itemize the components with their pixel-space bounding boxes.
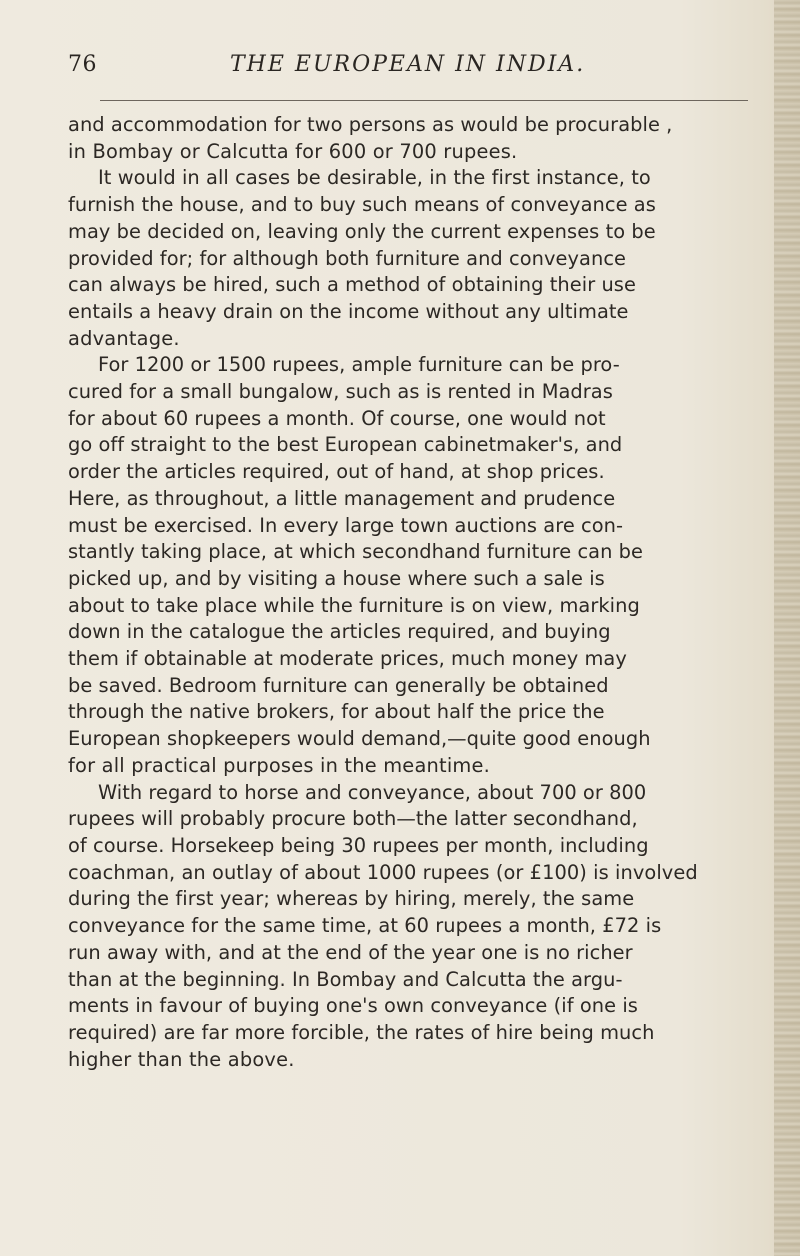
text-line: It would in all cases be desirable, in the first instance, to — [98, 166, 651, 190]
text-line: conveyance for the same time, at 60 rupees a month, £72 is — [68, 914, 662, 938]
page-number: 76 — [68, 52, 97, 77]
text-line: down in the catalogue the articles required, and buying — [68, 620, 611, 644]
text-line: Here, as throughout, a little management and prudence — [68, 486, 616, 510]
text-line: them if obtainable at moderate prices, much money may — [68, 647, 627, 671]
text-line: in Bombay or Calcutta for 600 or 700 rupees. — [68, 139, 518, 163]
text-line: cured for a small bungalow, such as is rented in Madras — [68, 380, 613, 404]
page-edge-shadow — [774, 0, 800, 1256]
text-line: advantage. — [68, 326, 180, 350]
text-line: With regard to horse and conveyance, about 700 or 800 — [98, 780, 647, 804]
text-line: may be decided on, leaving only the current expenses to be — [68, 219, 656, 243]
text-line: go off straight to the best European cabinetmaker's, and — [68, 433, 623, 457]
text-line: for all practical purposes in the meantime. — [68, 753, 490, 777]
text-line: during the first year; whereas by hiring, merely, the same — [68, 887, 635, 911]
text-line: must be exercised. In every large town auctions are con- — [68, 513, 624, 537]
text-line: higher than the above. — [68, 1047, 295, 1071]
text-line: furnish the house, and to buy such means of conveyance as — [68, 193, 656, 217]
page-header — [68, 52, 748, 92]
body-text — [68, 112, 762, 1073]
text-line: ments in favour of buying one's own conveyance (if one is — [68, 994, 638, 1018]
text-line: coachman, an outlay of about 1000 rupees (or £100) is involved — [68, 860, 698, 884]
text-line: than at the beginning. In Bombay and Calcutta the argu- — [68, 967, 623, 991]
text-line: through the native brokers, for about half the price the — [68, 700, 605, 724]
text-line: be saved. Bedroom furniture can generally be obtained — [68, 673, 609, 697]
header-rule — [100, 100, 748, 101]
text-line: picked up, and by visiting a house where such a sale is — [68, 566, 605, 590]
running-title: THE EUROPEAN IN INDIA. — [230, 52, 586, 77]
text-line: entails a heavy drain on the income without any ultimate — [68, 299, 629, 323]
text-line: about to take place while the furniture is on view, marking — [68, 593, 640, 617]
text-line: of course. Horsekeep being 30 rupees per month, including — [68, 833, 649, 857]
text-line: European shopkeepers would demand,—quite good enough — [68, 727, 651, 751]
text-line: stantly taking place, at which secondhand furniture can be — [68, 540, 644, 564]
text-line: rupees will probably procure both—the latter secondhand, — [68, 807, 638, 831]
text-line: and accommodation for two persons as would be procurable , — [68, 113, 673, 136]
text-line: For 1200 or 1500 rupees, ample furniture can be pro- — [98, 353, 620, 377]
text-line: can always be hired, such a method of obtaining their use — [68, 273, 636, 297]
text-line: run away with, and at the end of the year one is no richer — [68, 940, 633, 964]
text-line: provided for; for although both furniture and conveyance — [68, 246, 627, 270]
text-line: order the articles required, out of hand, at shop prices. — [68, 460, 605, 484]
text-line: required) are far more forcible, the rates of hire being much — [68, 1020, 655, 1044]
text-line: for about 60 rupees a month. Of course, one would not — [68, 406, 606, 430]
